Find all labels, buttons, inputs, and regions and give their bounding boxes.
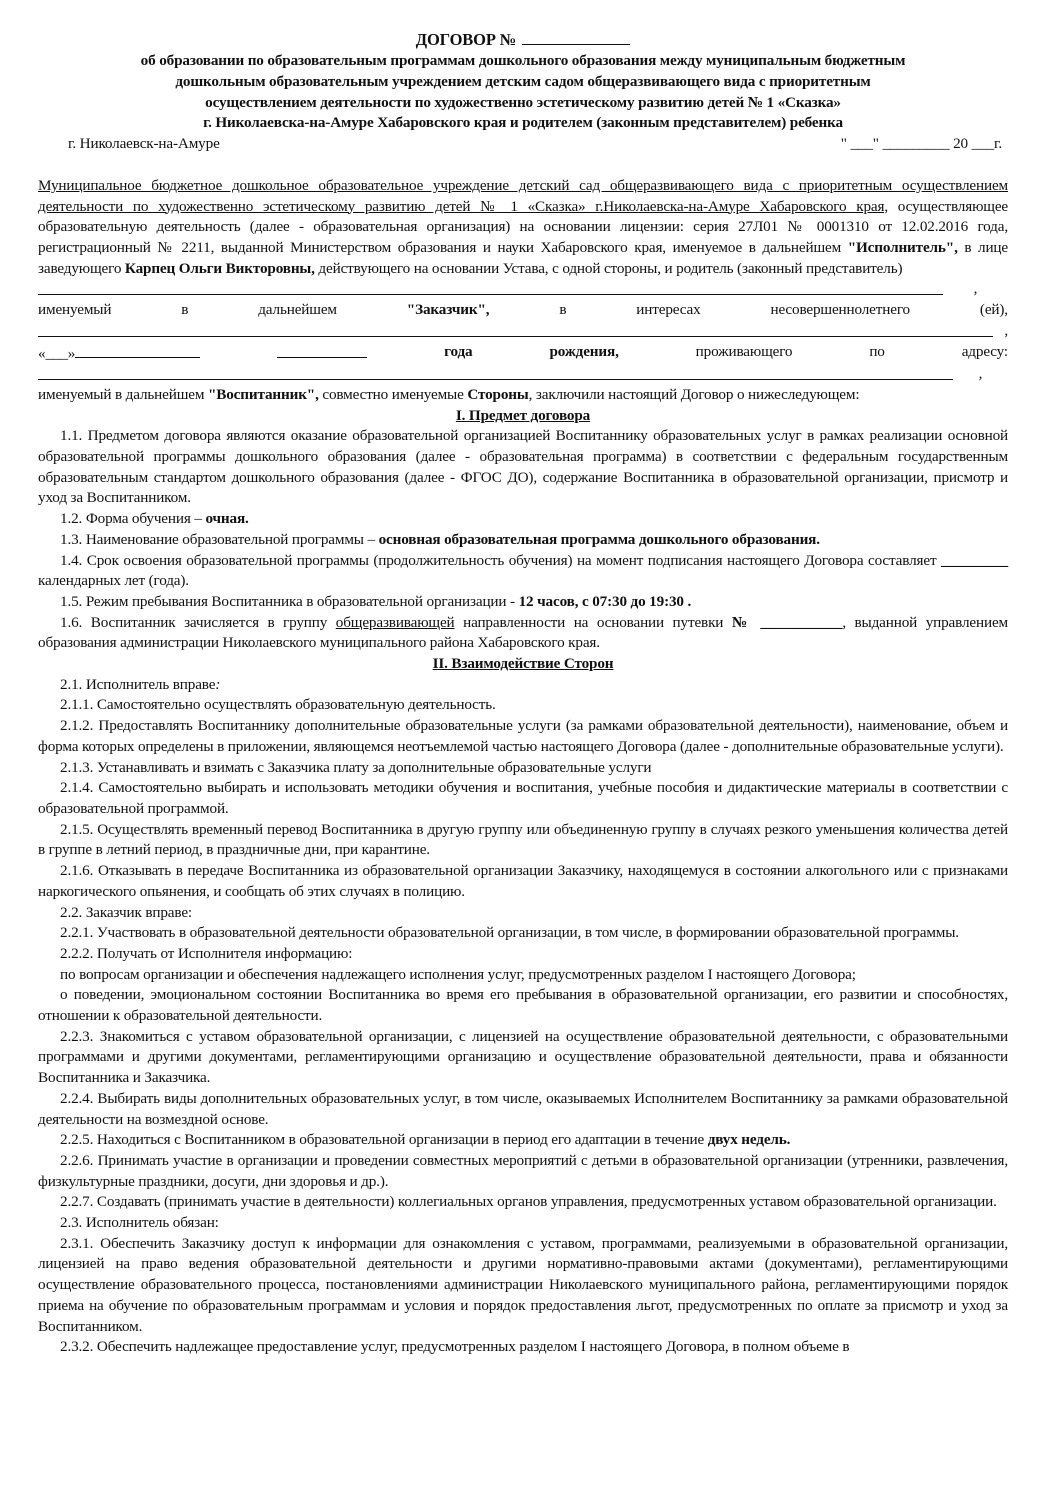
text-segment: 2.1.5. Осуществлять временный перевод Воспитанника в другую группу или объединенную группу в случаях резкого уменьшения количества детей в группе в летний период, в праздничные дни, при карантине. — [38, 820, 1008, 859]
clause — [38, 1027, 1008, 1089]
word: рождения, — [549, 342, 619, 360]
blank — [38, 321, 993, 337]
child-name-blank-line — [38, 321, 1008, 342]
text-segment: 2.2.4. Выбирать виды дополнительных образовательных услуг, в том числе, оказываемых Исполнителем Воспитаннику за рамками образовательной деятельности на возмездной основе. — [38, 1089, 1008, 1128]
clause — [38, 985, 1008, 1026]
text-segment: 2.3.2. Обеспечить надлежащее предоставление услуг, предусмотренных разделом I настоящего Договора, в полном объеме в — [60, 1338, 850, 1356]
text-segment: Муниципальное бюджетное дошкольное образовательное учреждение детский сад общеразвивающего вида с приоритетным осуществлением деятельности по художественно эстетическому развитию детей № 1 «Сказка» г.Николаевска-на-Амуре Хабаровского края, — [38, 176, 1008, 215]
clause — [38, 1192, 1008, 1213]
text-segment: 2.1.3. Устанавливать и взимать с Заказчика плату за дополнительные образовательные услуги — [60, 758, 652, 776]
clause — [38, 695, 1008, 716]
blank — [38, 279, 943, 295]
text-segment: , выданной управлением образования администрации Николаевского муниципального района Хабаровского края. — [38, 613, 1008, 652]
text-segment: календарных лет (года). — [38, 572, 189, 590]
text-segment: 1.1. Предметом договора являются оказание образовательной организацией Воспитаннику образовательных услуг в рамках реализации основной образовательной программы дошкольного образования (далее - образовательная программа) в соответствии с федеральным государственным образовательным стандартом дошкольного образования (далее - ФГОС ДО), содержание Воспитанника в образовательной организации, присмотр и уход за Воспитанником. — [38, 427, 1008, 507]
text-segment: о поведении, эмоциональном состоянии Воспитанника во время его пребывания в образовательной организации, его развитии и способностях, отношении к образовательной деятельности. — [38, 986, 1008, 1025]
clause — [38, 820, 1008, 861]
word: года — [444, 342, 473, 360]
clause — [38, 965, 1008, 986]
text-segment: 2.2.2. Получать от Исполнителя информацию: — [60, 944, 353, 962]
clause — [38, 861, 1008, 902]
text-segment: № ___________ — [731, 613, 843, 631]
section-heading: II. Взаимодействие Сторон — [432, 655, 614, 673]
text-segment: 2.3. Исполнитель обязан: — [60, 1214, 219, 1232]
text-segment: 2.1.6. Отказывать в передаче Воспитанника из образовательной организации Заказчику, находящемуся в состоянии алкогольного или с признаками наркогического опьянения, и сообщать об этих случаях в полицию. — [38, 862, 1008, 900]
text-segment: "Воспитанник", — [207, 385, 319, 403]
text-segment: 1.2. Форма обучения – — [60, 510, 206, 528]
text-segment: 2.2.1. Участвовать в образовательной деятельности образовательной организации, в том числе, в формировании образовательной программы. — [60, 924, 959, 942]
text-segment: 1.5. Режим пребывания Воспитанника в образовательной организации - — [60, 592, 519, 610]
text-segment: двух недель. — [707, 1131, 791, 1149]
section-heading: I. Предмет договора — [455, 406, 591, 424]
clause — [38, 613, 1008, 654]
text-segment: совместно именуемые — [318, 385, 468, 403]
word: дальнейшем — [258, 301, 337, 319]
text-segment: 1.4. Срок освоения образовательной программы (продолжительность обучения) на момент подписания настоящего Договора составляет — [60, 551, 941, 569]
word: (ей), — [979, 301, 1008, 319]
clause — [38, 1089, 1008, 1130]
text-segment: основная образовательная программа дошкольного образования. — [378, 530, 820, 548]
text-segment: направленности на основании путевки — [454, 613, 732, 631]
clause — [38, 778, 1008, 819]
text-segment: , заключили настоящий Договор о нижеследующем: — [528, 385, 860, 403]
text-segment: 1.6. Воспитанник зачисляется в группу — [60, 613, 336, 631]
text-segment: 2.1. Исполнитель вправе — [60, 675, 216, 693]
birth-date-line — [38, 342, 1008, 365]
date-blank: " ___" _________ 20 ___г. — [840, 135, 1002, 153]
clause — [38, 1130, 1008, 1151]
text-segment: именуемый в дальнейшем — [38, 385, 208, 403]
pupil-intro — [38, 385, 1008, 406]
clause — [38, 509, 1008, 530]
text-segment: 12 часов, с 07:30 до 19:30 . — [518, 592, 692, 610]
text-segment: осуществляющее образовательную деятельность (далее - образовательная организация) на основании лицензии: серия 27Л01 № 0001310 от 12.02.2016 года, регистрационный № 2211, выданной Министерством образования и науки Хабаровского края, именуемое в дальнейшем — [38, 197, 1008, 256]
title-label: ДОГОВОР № — [415, 30, 517, 49]
customer-line — [38, 300, 1008, 321]
clause — [38, 903, 1008, 924]
text-segment: общеразвивающей — [335, 613, 455, 631]
text-segment: по вопросам организации и обеспечения надлежащего исполнения услуг, предусмотренных разделом I настоящего Договора; — [60, 965, 856, 983]
text-segment: 2.3.1. Обеспечить Заказчику доступ к информации для ознакомления с уставом, программами, реализуемыми в образовательной организации, лицензией на право ведения образовательной деятельности и другими нормативно-правовыми актами (документами), регламентирующими осуществление образовательного процесса, постановлениями администрации Николаевского муниципального района, регламентирующими порядок приема на обучение по образовательным программам и условия и порядок предоставления льгот, предусмотренных по оплате за присмотр и уход за Воспитанником. — [38, 1234, 1008, 1335]
clause — [38, 530, 1008, 551]
clause — [38, 426, 1008, 509]
word: именуемый — [38, 301, 112, 319]
comma: , — [973, 280, 978, 298]
text-segment: Стороны — [467, 385, 529, 403]
blank — [38, 364, 953, 380]
word: интересах — [636, 301, 701, 319]
word: адресу: — [961, 342, 1008, 360]
subtitle-line: г. Николаевска-на-Амуре Хабаровского края и родителем (законным представителем) ребенка — [203, 114, 843, 132]
text-segment: 1.3. Наименование образовательной программы – — [60, 530, 379, 548]
subtitle-line: об образовании по образовательным программам дошкольного образования между муниципальным бюджетным — [140, 52, 906, 69]
clause — [38, 1213, 1008, 1234]
clause — [38, 1151, 1008, 1192]
clause — [38, 716, 1008, 757]
word — [38, 342, 200, 365]
blank — [75, 342, 200, 358]
text-segment: Карпец Ольги Викторовны, — [124, 259, 315, 277]
word: в — [181, 301, 189, 319]
word: "Заказчик", — [406, 301, 490, 319]
word: по — [869, 342, 885, 360]
text-segment: _________ — [941, 551, 1008, 569]
clause — [38, 944, 1008, 965]
text-segment: 2.1.4. Самостоятельно выбирать и использовать методики обучения и воспитания, учебные пособия и дидактические материалы в соответствии с образовательной программой. — [38, 779, 1008, 817]
text-segment: 2.1.1. Самостоятельно осуществлять образовательную деятельность. — [60, 696, 496, 714]
clause — [38, 758, 1008, 779]
clause — [38, 1337, 1008, 1358]
text-segment: действующего на основании Устава, с одной стороны, и родитель (законный представитель) — [314, 259, 903, 277]
text-segment: : — [215, 675, 221, 693]
contract-body — [38, 406, 1008, 1358]
city: г. Николаевск-на-Амуре — [68, 135, 220, 153]
text-segment: 2.2.5. Находиться с Воспитанником в образовательной организации в период его адаптации в течение — [60, 1131, 708, 1149]
clause — [38, 551, 1008, 592]
clause — [38, 592, 1008, 613]
contract-title — [38, 28, 1008, 51]
parent-name-blank-line — [38, 279, 1008, 300]
clause — [38, 923, 1008, 944]
address-blank-line — [38, 364, 1008, 385]
word: несовершеннолетнего — [770, 301, 910, 319]
year-blank — [277, 342, 367, 358]
word: в — [559, 301, 567, 319]
comma: , — [978, 365, 983, 383]
text-segment: в лице заведующего — [38, 239, 1008, 277]
contract-number-blank — [522, 28, 630, 45]
text-segment: 2.1.2. Предоставлять Воспитаннику дополнительные образовательные услуги (за рамками образовательной деятельности), наименование, объем и форма которых определены в приложении, являющемся неотъемлемой частью настоящего Договора (далее - дополнительные образовательные услуги). — [38, 717, 1008, 755]
word: проживающего — [695, 342, 793, 360]
place-date-line — [38, 134, 1008, 155]
clause — [38, 1234, 1008, 1338]
subtitle-line: осуществлением деятельности по художественно эстетическому развитию детей № 1 «Сказка» — [205, 93, 841, 111]
text-segment: очная. — [205, 510, 249, 528]
text-segment: 2.2.7. Создавать (принимать участие в деятельности) коллегиальных органов управления, предусмотренных уставом образовательной организации. — [60, 1193, 997, 1211]
text-segment: 2.2.6. Принимать участие в организации и проведении совместных мероприятий с детьми в образовательной организации (утренники, развлечения, физкультурные праздники, досуги, дни здоровья и др.). — [38, 1151, 1008, 1190]
text-segment: 2.2.3. Знакомиться с уставом образовательной организации, с лицензией на осуществление образовательной деятельности, с образовательными программами и другими документами, регламентирующими организацию и осуществление образовательной деятельности, права и обязанности Воспитанника и Заказчика. — [38, 1027, 1008, 1087]
day-blank: «___» — [38, 344, 76, 362]
clause — [38, 675, 1008, 696]
subtitle-line: дошкольным образовательным учреждением детским садом общеразвивающего вида с приоритетным — [175, 72, 871, 90]
parties-intro — [38, 176, 1008, 280]
text-segment: 2.2. Заказчик вправе: — [60, 903, 192, 921]
comma: , — [1004, 321, 1008, 339]
text-segment: "Исполнитель", — [847, 239, 958, 256]
contract-document — [38, 28, 1008, 1358]
contract-subtitle — [38, 51, 1008, 134]
